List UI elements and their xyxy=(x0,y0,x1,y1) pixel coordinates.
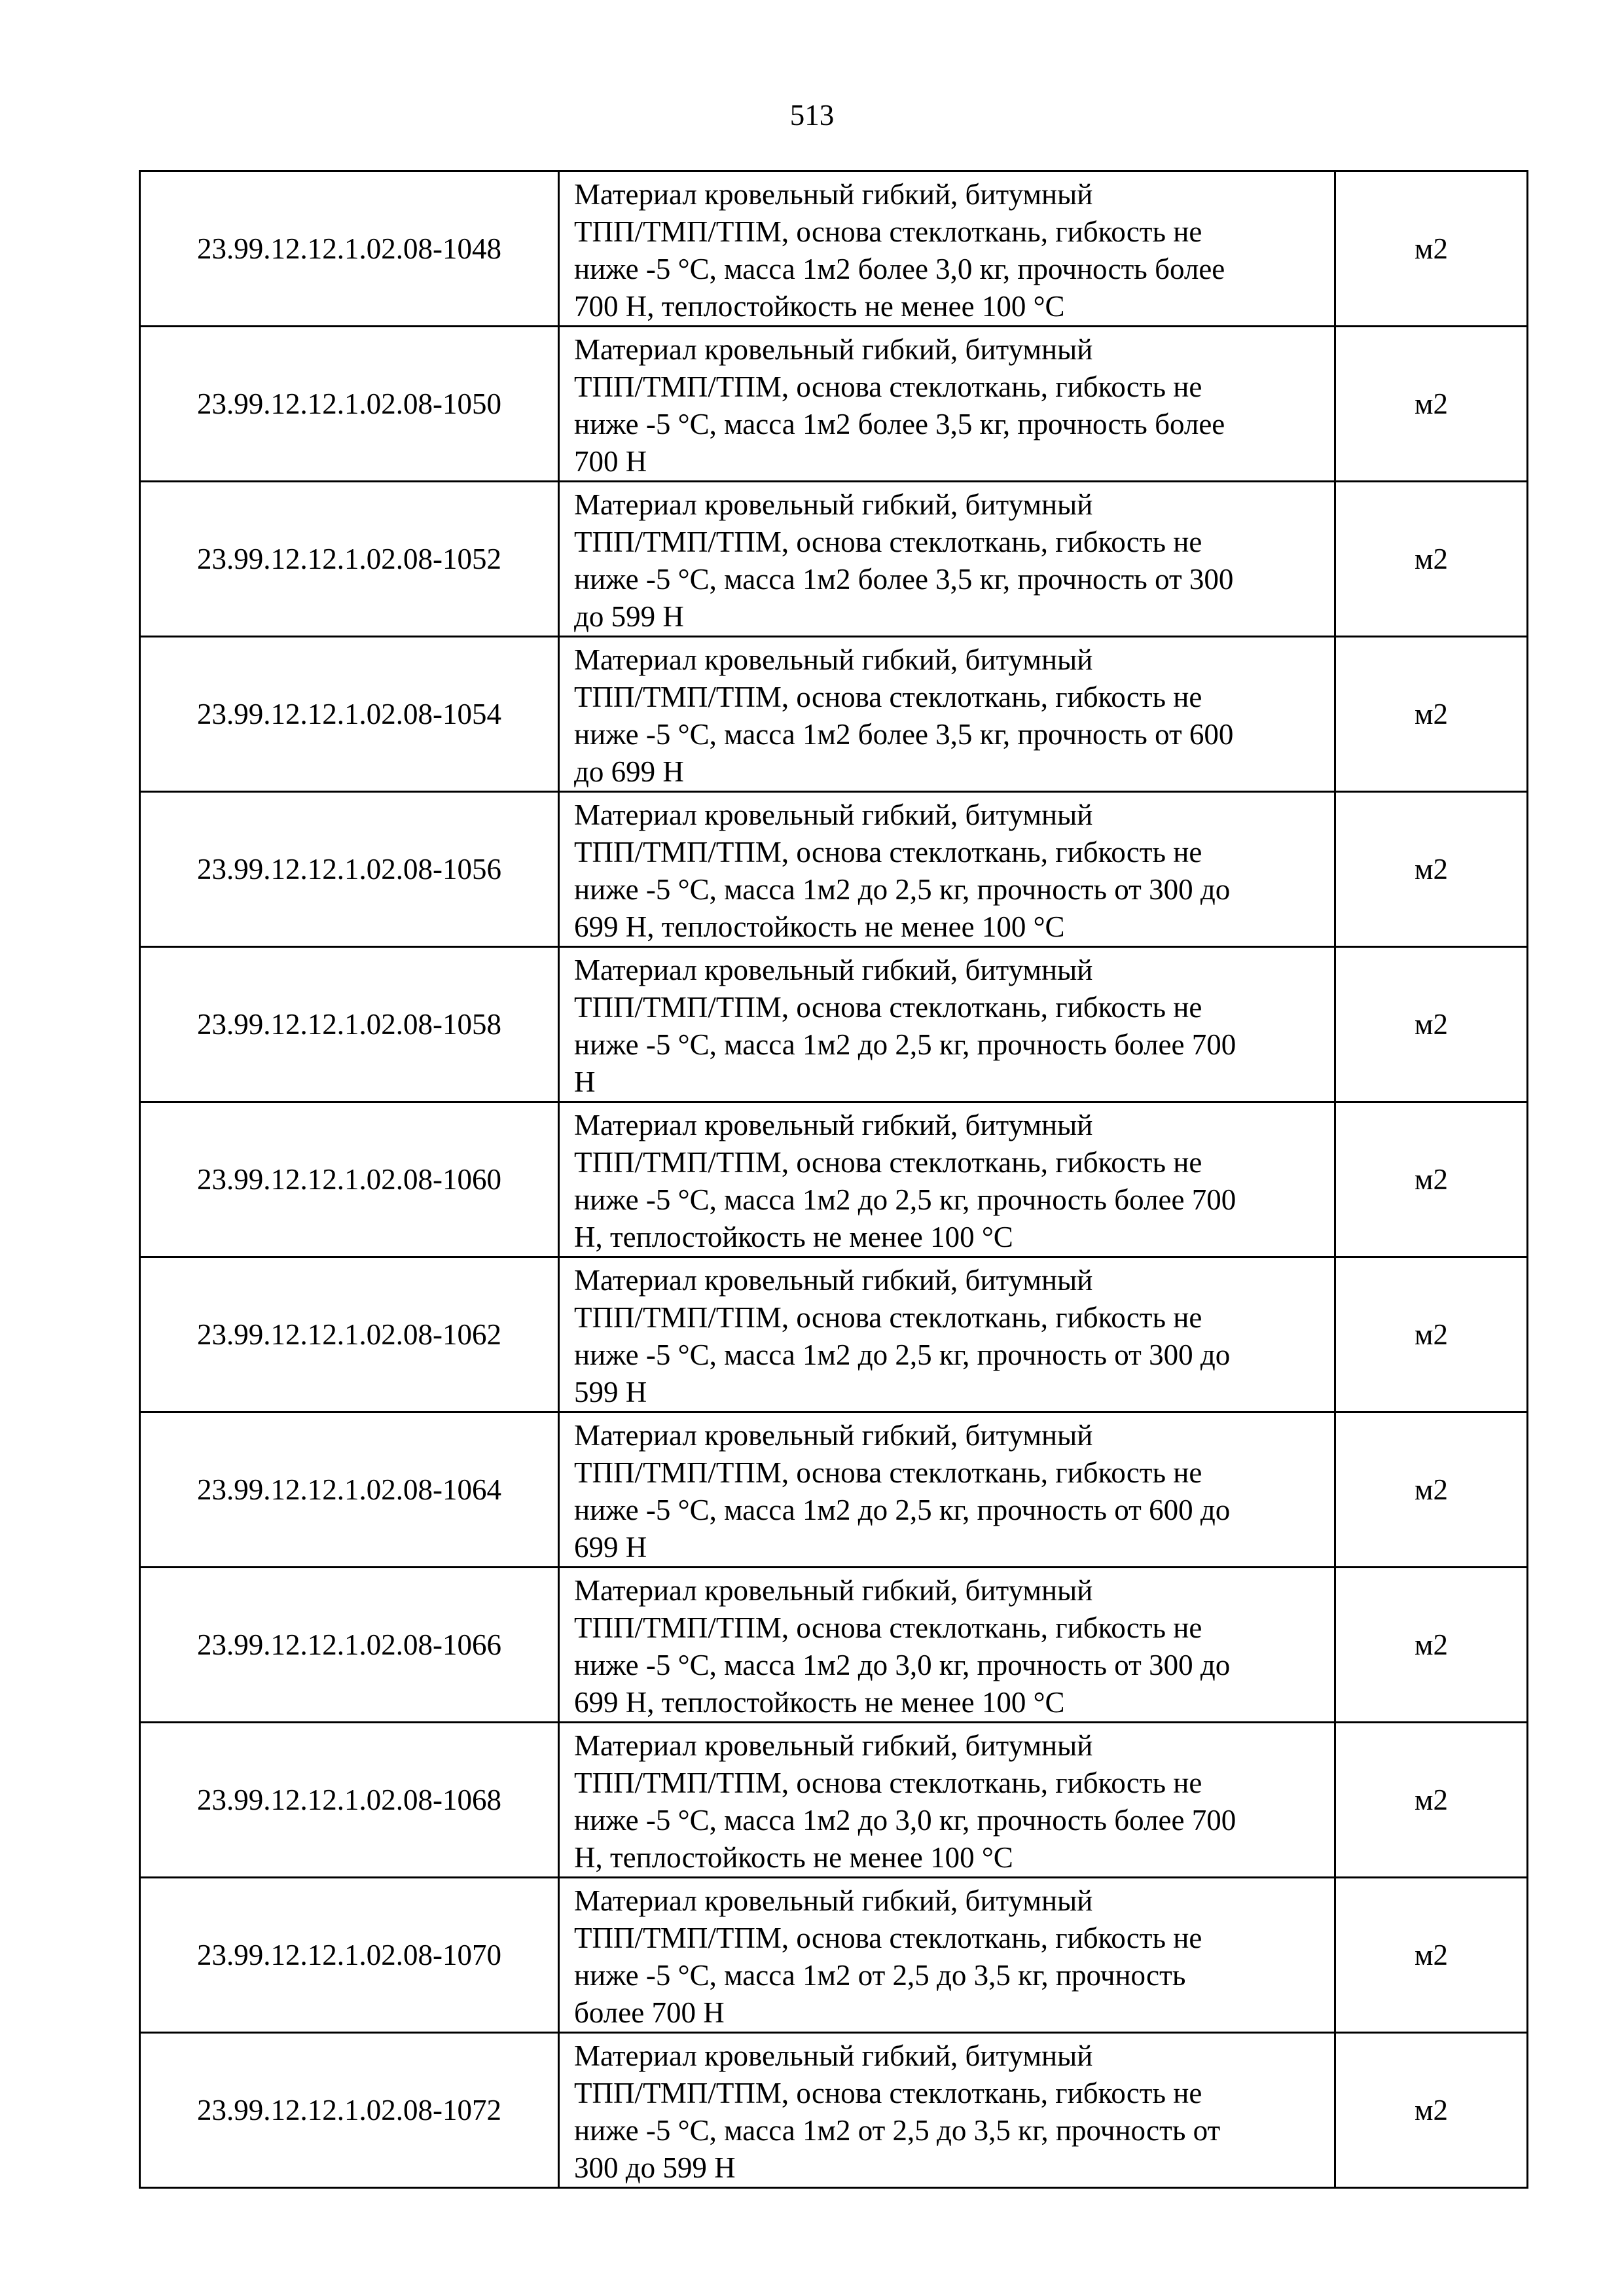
description-line: ниже -5 °С, масса 1м2 более 3,0 кг, прочность более xyxy=(574,253,1225,285)
resource-description xyxy=(559,2033,1335,2188)
unit-of-measure: м2 xyxy=(1335,327,1528,482)
table-row xyxy=(140,327,1528,482)
description-line: 700 Н, теплостойкость не менее 100 °С xyxy=(574,290,1065,323)
description-line: 300 до 599 Н xyxy=(574,2151,736,2184)
description-line: ТПП/ТМП/ТПМ, основа стеклоткань, гибкость не xyxy=(574,1922,1202,1954)
resource-code: 23.99.12.12.1.02.08-1066 xyxy=(140,1568,559,1723)
description-line: ниже -5 °С, масса 1м2 от 2,5 до 3,5 кг, прочность от xyxy=(574,2114,1221,2147)
table-row xyxy=(140,2033,1528,2188)
description-line: ТПП/ТМП/ТПМ, основа стеклоткань, гибкость не xyxy=(574,681,1202,713)
description-line: ниже -5 °С, масса 1м2 до 3,0 кг, прочность более 700 xyxy=(574,1804,1236,1837)
table-row xyxy=(140,1102,1528,1257)
description-line: ТПП/ТМП/ТПМ, основа стеклоткань, гибкость не xyxy=(574,370,1202,403)
resource-code: 23.99.12.12.1.02.08-1058 xyxy=(140,947,559,1102)
description-line: Материал кровельный гибкий, битумный xyxy=(574,798,1093,831)
resource-description xyxy=(559,947,1335,1102)
description-line: ТПП/ТМП/ТПМ, основа стеклоткань, гибкость не xyxy=(574,1456,1202,1489)
description-line: Материал кровельный гибкий, битумный xyxy=(574,333,1093,366)
description-line: ТПП/ТМП/ТПМ, основа стеклоткань, гибкость не xyxy=(574,991,1202,1024)
description-line: Н xyxy=(574,1066,596,1098)
description-line: ниже -5 °С, масса 1м2 до 2,5 кг, прочность более 700 xyxy=(574,1183,1236,1216)
description-line: ниже -5 °С, масса 1м2 более 3,5 кг, прочность более xyxy=(574,408,1225,440)
description-line: Материал кровельный гибкий, битумный xyxy=(574,1419,1093,1452)
description-line: ТПП/ТМП/ТПМ, основа стеклоткань, гибкость не xyxy=(574,215,1202,248)
description-line: Материал кровельный гибкий, битумный xyxy=(574,954,1093,986)
description-line: ТПП/ТМП/ТПМ, основа стеклоткань, гибкость не xyxy=(574,1611,1202,1644)
page-number: 513 xyxy=(789,99,835,132)
description-line: ТПП/ТМП/ТПМ, основа стеклоткань, гибкость не xyxy=(574,1146,1202,1179)
description-line: 599 Н xyxy=(574,1376,647,1408)
description-line: ниже -5 °С, масса 1м2 более 3,5 кг, прочность от 600 xyxy=(574,718,1234,751)
unit-of-measure: м2 xyxy=(1335,637,1528,792)
description-line: 699 Н xyxy=(574,1531,647,1564)
resource-description xyxy=(559,1257,1335,1412)
description-line: 699 Н, теплостойкость не менее 100 °С xyxy=(574,910,1065,943)
resource-code: 23.99.12.12.1.02.08-1052 xyxy=(140,482,559,637)
description-line: ниже -5 °С, масса 1м2 до 2,5 кг, прочность от 600 до xyxy=(574,1494,1231,1526)
description-line: ТПП/ТМП/ТПМ, основа стеклоткань, гибкость не xyxy=(574,1301,1202,1334)
description-line: ниже -5 °С, масса 1м2 до 3,0 кг, прочность от 300 до xyxy=(574,1649,1231,1681)
resource-code: 23.99.12.12.1.02.08-1056 xyxy=(140,792,559,947)
unit-of-measure: м2 xyxy=(1335,1257,1528,1412)
description-line: Н, теплостойкость не менее 100 °С xyxy=(574,1221,1013,1253)
resource-code: 23.99.12.12.1.02.08-1068 xyxy=(140,1723,559,1878)
unit-of-measure: м2 xyxy=(1335,2033,1528,2188)
description-line: ниже -5 °С, масса 1м2 более 3,5 кг, прочность от 300 xyxy=(574,563,1234,596)
description-line: Материал кровельный гибкий, битумный xyxy=(574,1729,1093,1762)
table-row xyxy=(140,1412,1528,1568)
resource-code: 23.99.12.12.1.02.08-1062 xyxy=(140,1257,559,1412)
description-line: ТПП/ТМП/ТПМ, основа стеклоткань, гибкость не xyxy=(574,836,1202,869)
description-line: ниже -5 °С, масса 1м2 от 2,5 до 3,5 кг, прочность xyxy=(574,1959,1186,1992)
resource-code: 23.99.12.12.1.02.08-1064 xyxy=(140,1412,559,1568)
resource-description xyxy=(559,1412,1335,1568)
unit-of-measure: м2 xyxy=(1335,1723,1528,1878)
resource-code: 23.99.12.12.1.02.08-1072 xyxy=(140,2033,559,2188)
table-row xyxy=(140,171,1528,327)
resource-code: 23.99.12.12.1.02.08-1054 xyxy=(140,637,559,792)
resource-description xyxy=(559,637,1335,792)
unit-of-measure: м2 xyxy=(1335,1878,1528,2033)
table-row xyxy=(140,947,1528,1102)
description-line: Материал кровельный гибкий, битумный xyxy=(574,2039,1093,2072)
description-line: до 599 Н xyxy=(574,600,684,633)
table-row xyxy=(140,1878,1528,2033)
resource-description xyxy=(559,171,1335,327)
unit-of-measure: м2 xyxy=(1335,1568,1528,1723)
table-row xyxy=(140,1723,1528,1878)
description-line: Материал кровельный гибкий, битумный xyxy=(574,1574,1093,1607)
table-row xyxy=(140,792,1528,947)
resource-description xyxy=(559,1878,1335,2033)
description-line: ниже -5 °С, масса 1м2 до 2,5 кг, прочность от 300 до xyxy=(574,873,1231,906)
description-line: более 700 Н xyxy=(574,1996,725,2029)
description-line: Материал кровельный гибкий, битумный xyxy=(574,488,1093,521)
description-line: до 699 Н xyxy=(574,755,684,788)
description-line: Материал кровельный гибкий, битумный xyxy=(574,643,1093,676)
resource-code: 23.99.12.12.1.02.08-1060 xyxy=(140,1102,559,1257)
description-line: ТПП/ТМП/ТПМ, основа стеклоткань, гибкость не xyxy=(574,1767,1202,1799)
description-line: Материал кровельный гибкий, битумный xyxy=(574,178,1093,211)
table-body xyxy=(140,171,1528,2188)
unit-of-measure: м2 xyxy=(1335,1102,1528,1257)
resource-description xyxy=(559,1568,1335,1723)
resource-description xyxy=(559,327,1335,482)
resource-code: 23.99.12.12.1.02.08-1048 xyxy=(140,171,559,327)
description-line: ниже -5 °С, масса 1м2 до 2,5 кг, прочность более 700 xyxy=(574,1028,1236,1061)
description-line: Материал кровельный гибкий, битумный xyxy=(574,1109,1093,1141)
unit-of-measure: м2 xyxy=(1335,171,1528,327)
description-line: Материал кровельный гибкий, битумный xyxy=(574,1884,1093,1917)
unit-of-measure: м2 xyxy=(1335,1412,1528,1568)
description-line: ТПП/ТМП/ТПМ, основа стеклоткань, гибкость не xyxy=(574,2077,1202,2109)
unit-of-measure: м2 xyxy=(1335,482,1528,637)
resource-description xyxy=(559,792,1335,947)
table-row xyxy=(140,1257,1528,1412)
description-line: 699 Н, теплостойкость не менее 100 °С xyxy=(574,1686,1065,1719)
description-line: Н, теплостойкость не менее 100 °С xyxy=(574,1841,1013,1874)
description-line: 700 Н xyxy=(574,445,647,478)
table-row xyxy=(140,637,1528,792)
description-line: Материал кровельный гибкий, битумный xyxy=(574,1264,1093,1297)
resource-description xyxy=(559,1723,1335,1878)
unit-of-measure: м2 xyxy=(1335,792,1528,947)
unit-of-measure: м2 xyxy=(1335,947,1528,1102)
resource-table xyxy=(139,170,1528,2189)
resource-code: 23.99.12.12.1.02.08-1070 xyxy=(140,1878,559,2033)
resource-code: 23.99.12.12.1.02.08-1050 xyxy=(140,327,559,482)
description-line: ТПП/ТМП/ТПМ, основа стеклоткань, гибкость не xyxy=(574,526,1202,558)
table-row xyxy=(140,482,1528,637)
description-line: ниже -5 °С, масса 1м2 до 2,5 кг, прочность от 300 до xyxy=(574,1338,1231,1371)
resource-description xyxy=(559,482,1335,637)
table-row xyxy=(140,1568,1528,1723)
resource-description xyxy=(559,1102,1335,1257)
